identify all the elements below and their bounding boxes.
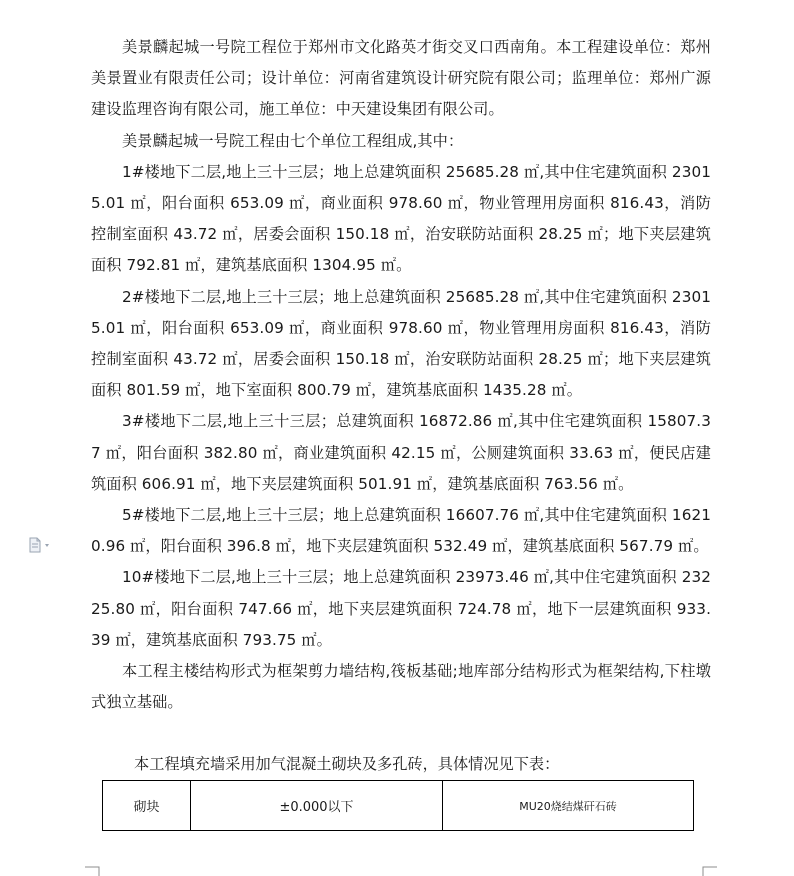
table-cell-material: 砌块 (103, 781, 191, 831)
table-cell-elevation: ±0.000以下 (191, 781, 443, 831)
table-cell-spec: MU20烧结煤矸石砖 (443, 781, 694, 831)
paragraph-building-10: 10#楼地下二层,地上三十三层；地上总建筑面积 23973.46 ㎡,其中住宅建筑面积 23225.80 ㎡，阳台面积 747.66 ㎡，地下夹层建筑面积 724.78 ㎡，地下一层建筑面积 933.39 ㎡，建筑基底面积 793.75 ㎡。 (91, 568, 711, 649)
paragraph-building-3: 3#楼地下二层,地上三十三层；总建筑面积 16872.86 ㎡,其中住宅建筑面积 15807.37 ㎡，阳台面积 382.80 ㎡，商业建筑面积 42.15 ㎡，公厕建筑面积 33.63 ㎡，便民店建筑面积 606.91 ㎡，地下夹层建筑面积 501.91 ㎡，建筑基底面积 763.56 ㎡。 (91, 412, 711, 493)
paragraph-building-5: 5#楼地下二层,地上三十三层；地上总建筑面积 16607.76 ㎡,其中住宅建筑面积 16210.96 ㎡，阳台面积 396.8 ㎡，地下夹层建筑面积 532.49 ㎡，建筑基底面积 567.79 ㎡。 (91, 506, 711, 556)
crop-mark-icon (82, 864, 100, 876)
paragraph-structure: 本工程主楼结构形式为框架剪力墙结构,筏板基础;地库部分结构形式为框架结构,下柱墩式独立基础。 (91, 662, 711, 712)
paragraph-units-intro: 美景麟起城一号院工程由七个单位工程组成,其中： (122, 131, 464, 150)
document-icon[interactable] (28, 537, 54, 553)
paragraph-building-1: 1#楼地下二层,地上三十三层；地上总建筑面积 25685.28 ㎡,其中住宅建筑面积 23015.01 ㎡，阳台面积 653.09 ㎡，商业面积 978.60 ㎡，物业管理用房面积 816.43，消防控制室面积 43.72 ㎡，居委会面积 150.18 ㎡，治安联防站面积 28.25 ㎡；地下夹层建筑面积 792.81 ㎡，建筑基底面积 1304.95 ㎡。 (91, 162, 711, 275)
infill-wall-table (102, 780, 694, 831)
paragraph-project-overview: 美景麟起城一号院工程位于郑州市文化路英才街交叉口西南角。本工程建设单位：郑州美景置业有限责任公司；设计单位：河南省建筑设计研究院有限公司；监理单位：郑州广源建设监理咨询有限公司，施工单位：中天建设集团有限公司。 (91, 38, 711, 119)
document-body (91, 32, 711, 718)
crop-mark-icon (702, 864, 720, 876)
table-intro-text: 本工程填充墙采用加气混凝土砌块及多孔砖，具体情况见下表： (134, 755, 560, 773)
table-row (103, 781, 694, 831)
paragraph-building-2: 2#楼地下二层,地上三十三层；地上总建筑面积 25685.28 ㎡,其中住宅建筑面积 23015.01 ㎡，阳台面积 653.09 ㎡，商业面积 978.60 ㎡，物业管理用房面积 816.43，消防控制室面积 43.72 ㎡，居委会面积 150.18 ㎡，治安联防站面积 28.25 ㎡；地下夹层建筑面积 801.59 ㎡，地下室面积 800.79 ㎡，建筑基底面积 1435.28 ㎡。 (91, 287, 711, 400)
